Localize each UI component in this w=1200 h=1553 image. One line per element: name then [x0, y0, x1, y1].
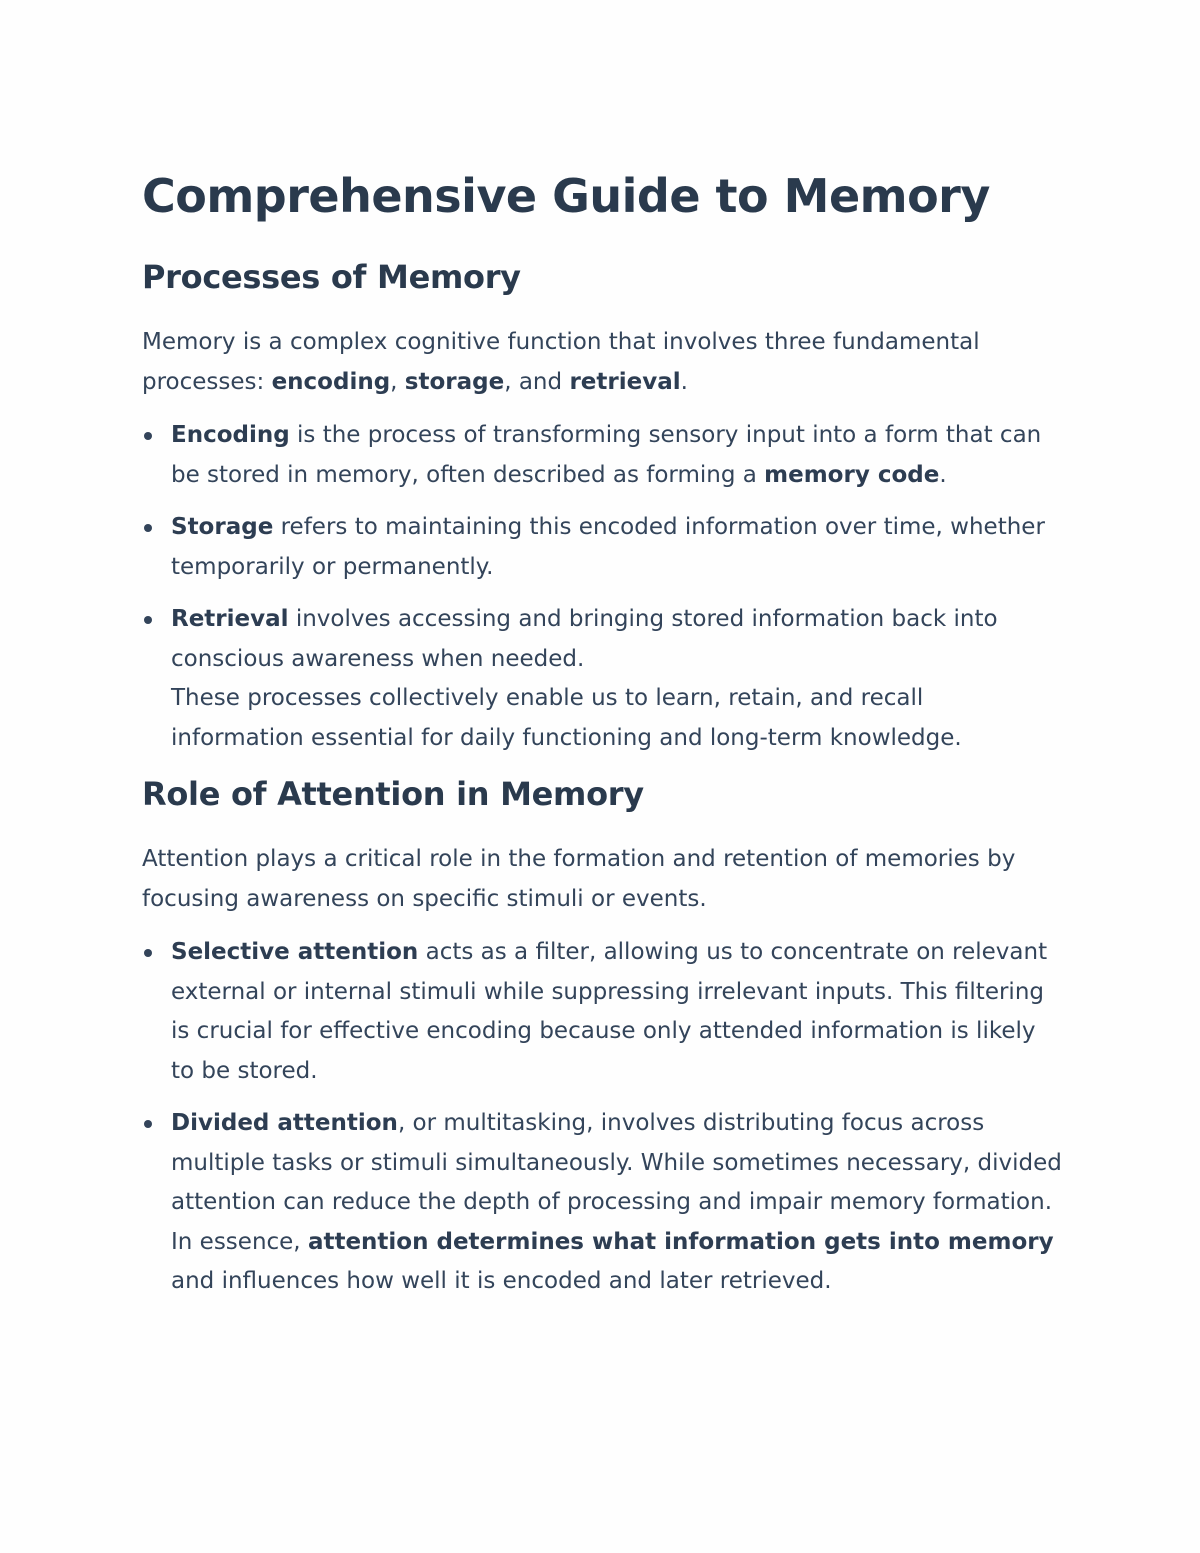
document-page: [142, 165, 1062, 1315]
key-statement: attention determines what information gets into memory: [307, 1228, 1054, 1255]
bullet-term: Divided attention: [171, 1110, 398, 1136]
bullet-term: Selective attention: [171, 939, 419, 965]
term-storage: storage: [404, 368, 505, 395]
bullet-term: memory code: [764, 461, 940, 488]
bullet-text: refers to maintaining this encoded information over time, whether temporarily or permanently.: [171, 514, 1045, 580]
section-intro-attention: Attention plays a critical role in the formation and retention of memories by focusing awareness on specific stimuli or events.: [142, 846, 1016, 912]
bullet-text: .: [939, 461, 947, 488]
bullet-term: Encoding: [171, 422, 290, 448]
intro-text: ,: [390, 368, 405, 395]
list-item: [142, 416, 1062, 495]
bullet-term: Storage: [171, 514, 274, 540]
section-heading-attention: Role of Attention in Memory: [142, 775, 644, 813]
term-encoding: encoding: [271, 368, 391, 395]
bullet-text: involves accessing and bringing stored information back into conscious awareness when needed.: [171, 606, 998, 672]
bullet-continuation: [171, 1223, 1062, 1302]
intro-text: .: [680, 368, 688, 395]
continuation-text: In essence,: [171, 1228, 308, 1255]
intro-text: Memory is a complex cognitive function that involves three fundamental processes:: [142, 329, 980, 395]
bullet-list-processes: [142, 416, 1062, 758]
term-retrieval: retrieval: [569, 368, 681, 395]
continuation-text: and influences how well it is encoded and later retrieved.: [171, 1268, 832, 1294]
list-item: [142, 600, 1062, 758]
bullet-text: is the process of transforming sensory input into a form that can be stored in memory, often described as forming a: [171, 422, 1042, 488]
bullet-text: acts as a filter, allowing us to concentrate on relevant external or internal stimuli while suppressing irrelevant inputs. This filtering is crucial for effective encoding because only attended information is likely to be stored.: [171, 939, 1048, 1084]
section-heading-processes: Processes of Memory: [142, 258, 521, 296]
bullet-list-attention: [142, 933, 1062, 1302]
page-title: Comprehensive Guide to Memory: [142, 169, 990, 223]
list-item: [142, 508, 1062, 587]
list-item: [142, 933, 1062, 1091]
bullet-text: , or multitasking, involves distributing focus across multiple tasks or stimuli simultaneously. While sometimes necessary, divided attention can reduce the depth of processing and impair memory formation.: [171, 1110, 1062, 1215]
bullet-term: Retrieval: [171, 606, 289, 632]
intro-text: , and: [504, 368, 570, 395]
list-item: [142, 1104, 1062, 1302]
section-intro-processes: [142, 323, 1062, 402]
bullet-continuation: These processes collectively enable us to learn, retain, and recall information essential for daily functioning and long-term knowledge.: [171, 685, 962, 751]
